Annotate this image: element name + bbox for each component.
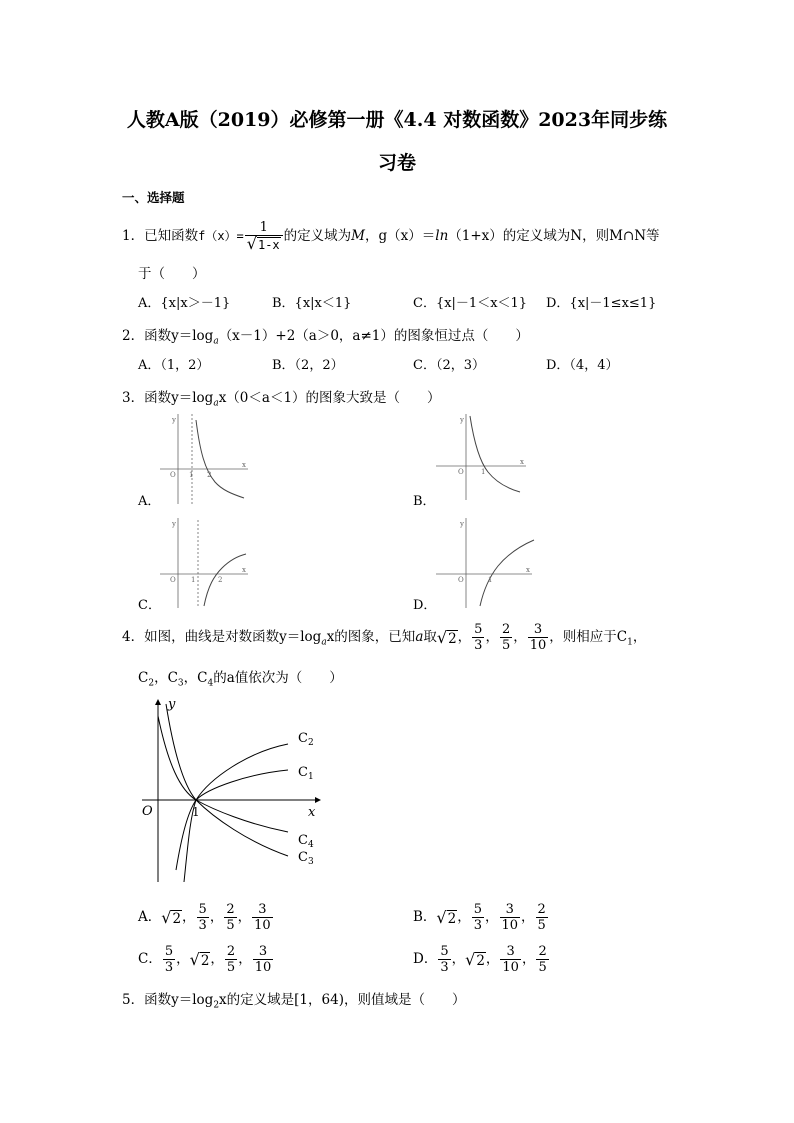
page-title-line2: 习卷 bbox=[377, 152, 416, 174]
svg-text:C: C bbox=[298, 833, 308, 848]
question-4-line2: $C_2$，$C_3$，$C_4$的a值依次为（ ） bbox=[138, 670, 343, 689]
svg-text:O: O bbox=[142, 804, 153, 819]
svg-text:y: y bbox=[460, 416, 464, 424]
question-1-line2: 于（ ） bbox=[138, 266, 206, 282]
q4-option-c[interactable]: C． $\frac{5}{3}$ ，√2， $\frac{2}{5}$ ， $\frac{3}{10}$ bbox=[138, 944, 272, 975]
svg-text:3: 3 bbox=[308, 857, 314, 867]
q1-option-b[interactable]: B．{x|x＜1} bbox=[272, 296, 352, 311]
svg-text:C: C bbox=[298, 850, 308, 865]
q4-option-b[interactable]: B．√2， $\frac{5}{3}$ ， $\frac{3}{10}$ ， $\frac{2}{5}$ bbox=[413, 902, 546, 933]
q2-option-b[interactable]: B．（2，2） bbox=[272, 358, 344, 373]
svg-text:C: C bbox=[298, 765, 308, 780]
svg-text:2: 2 bbox=[218, 576, 223, 584]
q1-option-d[interactable]: D．{x|－1≤x≤1} bbox=[546, 296, 657, 311]
svg-text:1: 1 bbox=[488, 576, 493, 584]
svg-text:x: x bbox=[520, 458, 524, 466]
svg-text:x: x bbox=[242, 461, 246, 469]
svg-text:O: O bbox=[170, 471, 176, 479]
svg-text:C: C bbox=[298, 731, 308, 746]
svg-text:x: x bbox=[308, 805, 316, 820]
q3-option-a[interactable]: A． bbox=[138, 494, 161, 509]
q4-option-a[interactable]: A．√2， $\frac{5}{3}$ ， $\frac{2}{5}$ ， $\frac{3}{10}$ bbox=[138, 902, 271, 933]
q3-graph-c bbox=[160, 516, 250, 608]
q4-option-d[interactable]: D． $\frac{5}{3}$ ，√2， $\frac{3}{10}$ ， $\frac{2}{5}$ bbox=[413, 944, 547, 975]
svg-text:1: 1 bbox=[191, 576, 196, 584]
q3-graph-a bbox=[160, 412, 250, 504]
svg-text:x: x bbox=[242, 566, 246, 574]
q3-option-b[interactable]: B． bbox=[413, 494, 436, 509]
question-4: 4．如图，曲线是对数函数$y=\log_ax$的图象，已知a取√2， $\frac{5}{3}$ ， $\frac{2}{5}$ ， $\frac{3}{10}$ ，则相应于$C_1$， bbox=[122, 622, 647, 653]
question-5: 5．函数$y=\log_2x$的定义域是[1，64)，则值域是（ ） bbox=[122, 992, 466, 1011]
q1-option-c[interactable]: C．{x|－1＜x＜1} bbox=[413, 296, 528, 311]
q3-option-d[interactable]: D． bbox=[413, 598, 437, 613]
question-3: 3．函数$y=\log_ax(0<a<1)$的图象大致是（ ） bbox=[122, 390, 441, 409]
svg-text:y: y bbox=[172, 520, 176, 528]
svg-text:4: 4 bbox=[308, 840, 314, 850]
q2-option-a[interactable]: A．（1，2） bbox=[138, 358, 210, 373]
svg-text:y: y bbox=[460, 520, 464, 528]
svg-text:y: y bbox=[172, 416, 176, 424]
svg-text:O: O bbox=[458, 576, 464, 584]
section-heading: 一、选择题 bbox=[122, 190, 185, 205]
q3-option-c[interactable]: C． bbox=[138, 598, 161, 613]
svg-text:x: x bbox=[526, 566, 530, 574]
svg-text:1: 1 bbox=[189, 471, 194, 479]
q3-graph-b bbox=[436, 412, 528, 502]
question-1: 1．已知函数f（x）= $\frac{1}{√1-x}$ 的定义域为M，g（x）＝ln（1+x）的定义域为N，则M∩N等 bbox=[122, 220, 660, 253]
q3-graph-d bbox=[436, 516, 536, 608]
svg-text:1: 1 bbox=[192, 805, 200, 819]
svg-text:y: y bbox=[168, 697, 176, 712]
svg-text:2: 2 bbox=[207, 471, 212, 479]
q1-option-a[interactable]: A．{x|x＞－1} bbox=[138, 296, 231, 311]
q2-option-c[interactable]: C．（2，3） bbox=[413, 358, 485, 373]
svg-text:1: 1 bbox=[481, 468, 486, 476]
svg-text:2: 2 bbox=[308, 738, 314, 748]
svg-text:O: O bbox=[458, 468, 464, 476]
q4-graph bbox=[138, 694, 328, 886]
svg-text:O: O bbox=[170, 576, 176, 584]
question-2: 2．函数$y=\log_a(x-1)+2(a>0$，a≠1）的图象恒过点（ ） bbox=[122, 328, 529, 347]
page-title: 人教A版（2019）必修第一册《4.4 对数函数》2023年同步练 bbox=[126, 109, 668, 131]
svg-text:1: 1 bbox=[308, 772, 314, 782]
q2-option-d[interactable]: D．（4，4） bbox=[546, 358, 619, 373]
